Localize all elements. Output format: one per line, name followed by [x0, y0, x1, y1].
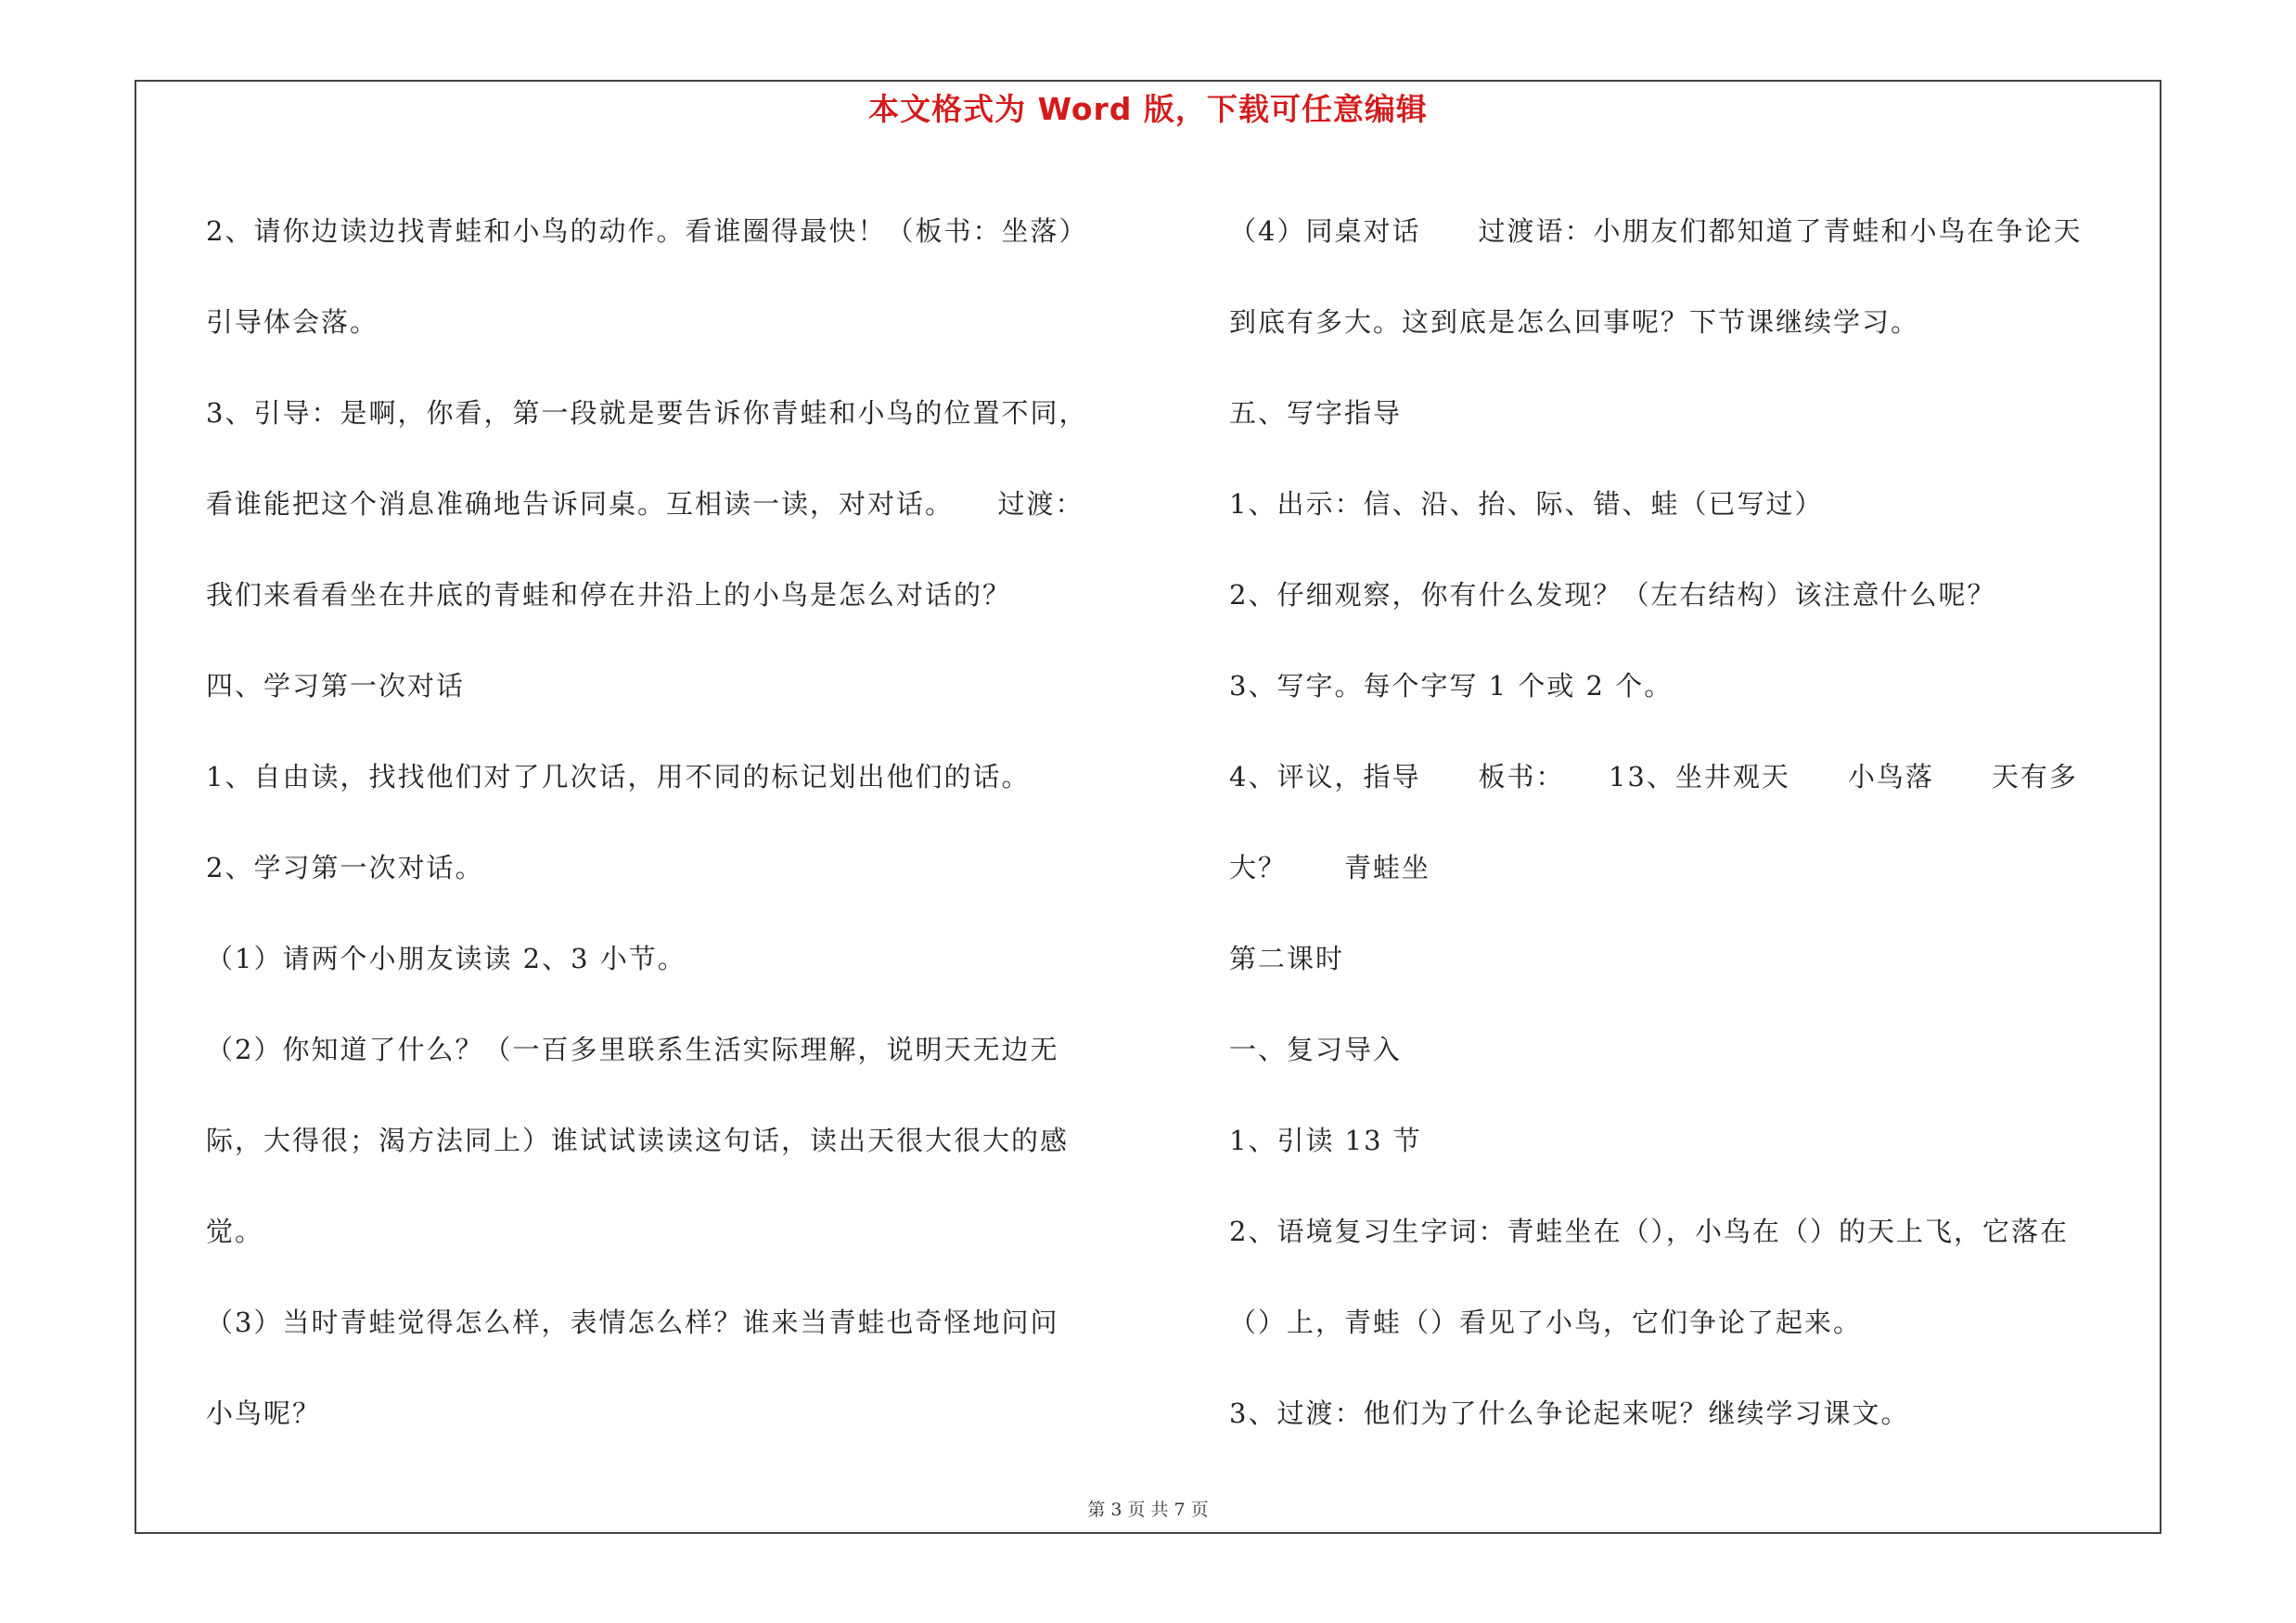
- paragraph-line: 小鸟呢？: [206, 1398, 322, 1429]
- paragraph-line: 际，大得很；渴方法同上）谁试试读读这句话，读出天很大很大的感: [206, 1125, 1070, 1156]
- paragraph-line: 3、写字。每个字写 1 个或 2 个。: [1229, 670, 1674, 702]
- paragraph-line: 1、引读 13 节: [1229, 1125, 1422, 1156]
- paragraph-line: 觉。: [206, 1216, 264, 1247]
- paragraph-line: 4、评议，指导 板书： 13、坐井观天 小鸟落 天有多: [1229, 761, 2078, 792]
- paragraph-line: 引导体会落。: [206, 306, 379, 338]
- paragraph-line: 大？ 青蛙坐: [1229, 852, 1431, 883]
- paragraph-line: 1、自由读，找找他们对了几次话，用不同的标记划出他们的话。: [206, 761, 1031, 792]
- right-column: [1229, 186, 2148, 1459]
- paragraph-line: 我们来看看坐在井底的青蛙和停在井沿上的小鸟是怎么对话的？: [206, 579, 1012, 611]
- section-heading: 第二课时: [1229, 943, 1345, 974]
- page-number: 第 3 页 共 7 页: [1087, 1500, 1209, 1520]
- paragraph-line: （4）同桌对话 过渡语：小朋友们都知道了青蛙和小鸟在争论天: [1229, 215, 2083, 247]
- paragraph-line: 2、学习第一次对话。: [206, 852, 484, 883]
- paragraph-line: 2、语境复习生字词：青蛙坐在（），小鸟在（）的天上飞，它落在: [1229, 1216, 2069, 1247]
- paragraph-line: 2、仔细观察，你有什么发现？（左右结构）该注意什么呢？: [1229, 579, 1996, 611]
- section-heading: 一、复习导入: [1229, 1034, 1403, 1065]
- paragraph-line: 3、引导：是啊，你看，第一段就是要告诉你青蛙和小鸟的位置不同，: [206, 397, 1088, 429]
- paragraph-line: （）上，青蛙（）看见了小鸟，它们争论了起来。: [1229, 1307, 1863, 1338]
- paragraph-line: 2、请你边读边找青蛙和小鸟的动作。看谁圈得最快！（板书：坐落）: [206, 215, 1088, 247]
- paragraph-line: （2）你知道了什么？（一百多里联系生活实际理解，说明天无边无: [206, 1034, 1059, 1065]
- paragraph-line: 到底有多大。这到底是怎么回事呢？下节课继续学习。: [1229, 306, 1920, 338]
- paragraph-line: 看谁能把这个消息准确地告诉同桌。互相读一读，对对话。 过渡：: [206, 488, 1084, 520]
- section-heading: 四、学习第一次对话: [206, 670, 466, 702]
- paragraph-line: 3、过渡：他们为了什么争论起来呢？继续学习课文。: [1229, 1398, 1910, 1429]
- section-heading: 五、写字指导: [1229, 397, 1403, 429]
- paragraph-line: （1）请两个小朋友读读 2、3 小节。: [206, 943, 686, 974]
- paragraph-line: （3）当时青蛙觉得怎么样，表情怎么样？谁来当青蛙也奇怪地问问: [206, 1307, 1059, 1338]
- header-banner: 本文格式为 Word 版，下载可任意编辑: [868, 91, 1428, 127]
- paragraph-line: 1、出示：信、沿、抬、际、错、蛙（已写过）: [1229, 488, 1824, 520]
- left-column: [206, 186, 1152, 1459]
